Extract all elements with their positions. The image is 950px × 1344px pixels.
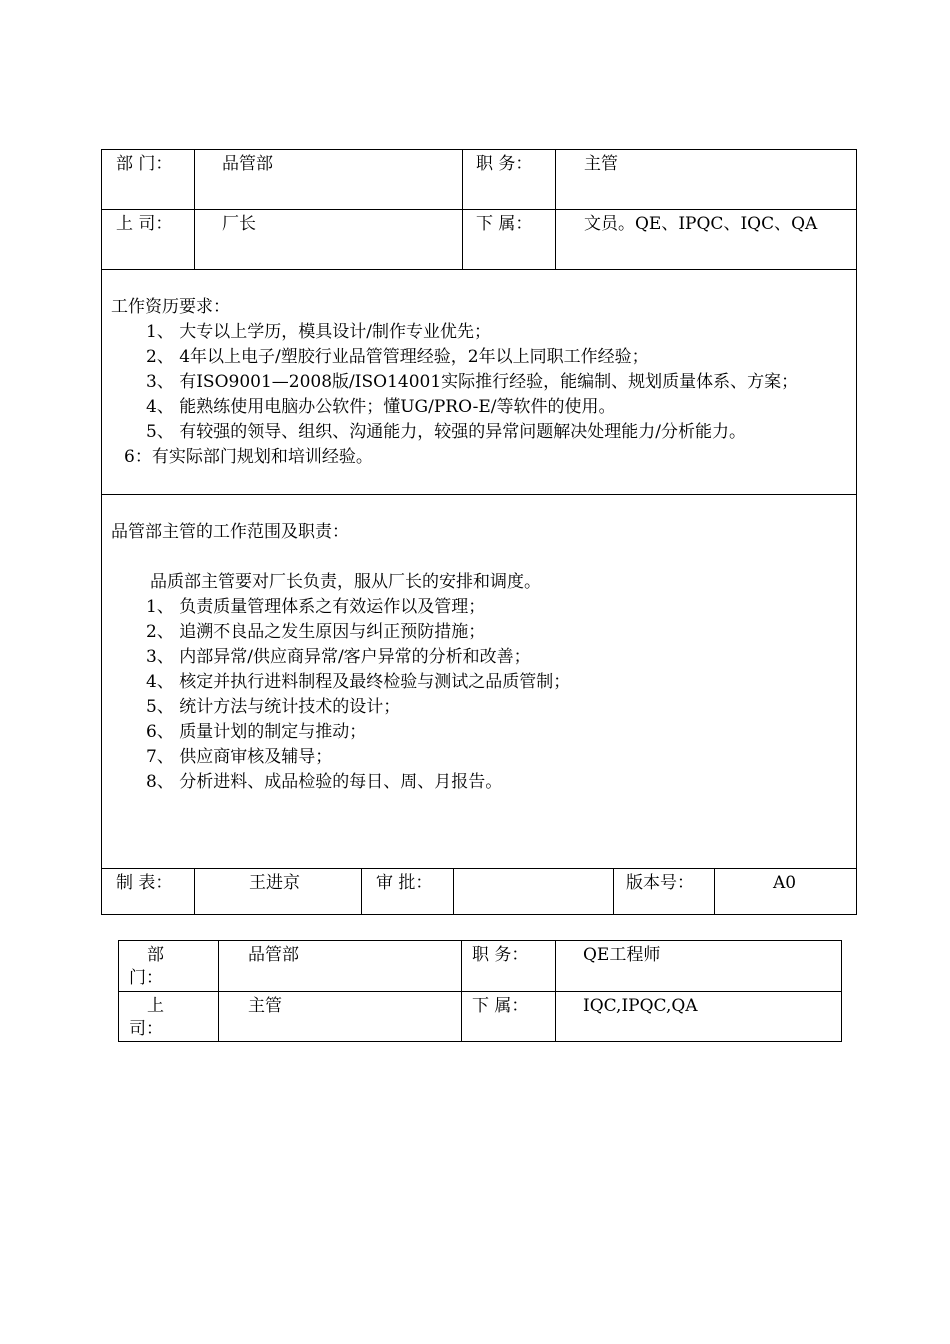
duty-item: 2、 追溯不良品之发生原因与纠正预防措施； — [146, 622, 486, 642]
department-label: 门： — [129, 968, 163, 988]
department-value: 品管部 — [222, 154, 273, 174]
duty-item: 6、 质量计划的制定与推动； — [146, 722, 367, 742]
department-label: 部 门： — [116, 154, 173, 174]
col-divider — [462, 149, 463, 270]
col-divider — [453, 868, 454, 915]
position-label: 职 务： — [472, 945, 529, 965]
subordinate-label: 下 属： — [472, 996, 529, 1016]
maker-value: 王进京 — [249, 873, 300, 893]
superior-label: 司： — [129, 1019, 163, 1039]
row-divider — [101, 209, 857, 210]
duty-item: 4、 核定并执行进料制程及最终检验与测试之品质管制； — [146, 672, 571, 692]
row-divider — [101, 868, 857, 869]
requirements-title: 工作资历要求： — [111, 297, 230, 317]
department-label: 部 — [147, 945, 164, 965]
position-value: QE工程师 — [583, 945, 661, 965]
maker-label: 制 表： — [116, 873, 173, 893]
superior-label: 上 司： — [116, 214, 173, 234]
requirement-item: 6：有实际部门规划和培训经验。 — [124, 447, 373, 467]
duties-intro: 品质部主管要对厂长负责，服从厂长的安排和调度。 — [150, 572, 541, 592]
row-divider — [118, 991, 842, 992]
col-divider — [218, 940, 219, 1042]
superior-label: 上 — [147, 996, 164, 1016]
row-divider — [101, 269, 857, 270]
requirement-item: 4、 能熟练使用电脑办公软件；懂UG/PRO-E/等软件的使用。 — [146, 397, 616, 417]
duties-title: 品管部主管的工作范围及职责： — [111, 522, 349, 542]
duty-item: 3、 内部异常/供应商异常/客户异常的分析和改善； — [146, 647, 531, 667]
col-divider — [555, 149, 556, 270]
duty-item: 1、 负责质量管理体系之有效运作以及管理； — [146, 597, 486, 617]
subordinate-label: 下 属： — [476, 214, 533, 234]
superior-value: 厂长 — [222, 214, 256, 234]
subordinate-value: 文员。QE、IPQC、IQC、QA — [584, 214, 818, 234]
duty-item: 5、 统计方法与统计技术的设计； — [146, 697, 401, 717]
requirement-item: 2、 4年以上电子/塑胶行业品管管理经验，2年以上同职工作经验； — [146, 347, 649, 367]
version-value: A0 — [773, 873, 797, 893]
subordinate-value: IQC,IPQC,QA — [583, 996, 698, 1016]
col-divider — [555, 940, 556, 1042]
duty-item: 7、 供应商审核及辅导； — [146, 747, 333, 767]
col-divider — [461, 940, 462, 1042]
version-label: 版本号： — [626, 873, 694, 893]
requirement-item: 1、 大专以上学历，模具设计/制作专业优先； — [146, 322, 491, 342]
department-value: 品管部 — [248, 945, 299, 965]
col-divider — [361, 868, 362, 915]
row-divider — [101, 494, 857, 495]
duty-item: 8、 分析进料、成品检验的每日、周、月报告。 — [146, 772, 503, 792]
col-divider — [194, 868, 195, 915]
col-divider — [714, 868, 715, 915]
col-divider — [613, 868, 614, 915]
approver-label: 审 批： — [376, 873, 433, 893]
position-label: 职 务： — [476, 154, 533, 174]
superior-value: 主管 — [248, 996, 282, 1016]
requirement-item: 5、 有较强的领导、组织、沟通能力，较强的异常问题解决处理能力/分析能力。 — [146, 422, 746, 442]
col-divider — [194, 149, 195, 270]
requirement-item: 3、 有ISO9001—2008版/ISO14001实际推行经验，能编制、规划质量体系、方案； — [146, 372, 799, 392]
position-value: 主管 — [584, 154, 618, 174]
